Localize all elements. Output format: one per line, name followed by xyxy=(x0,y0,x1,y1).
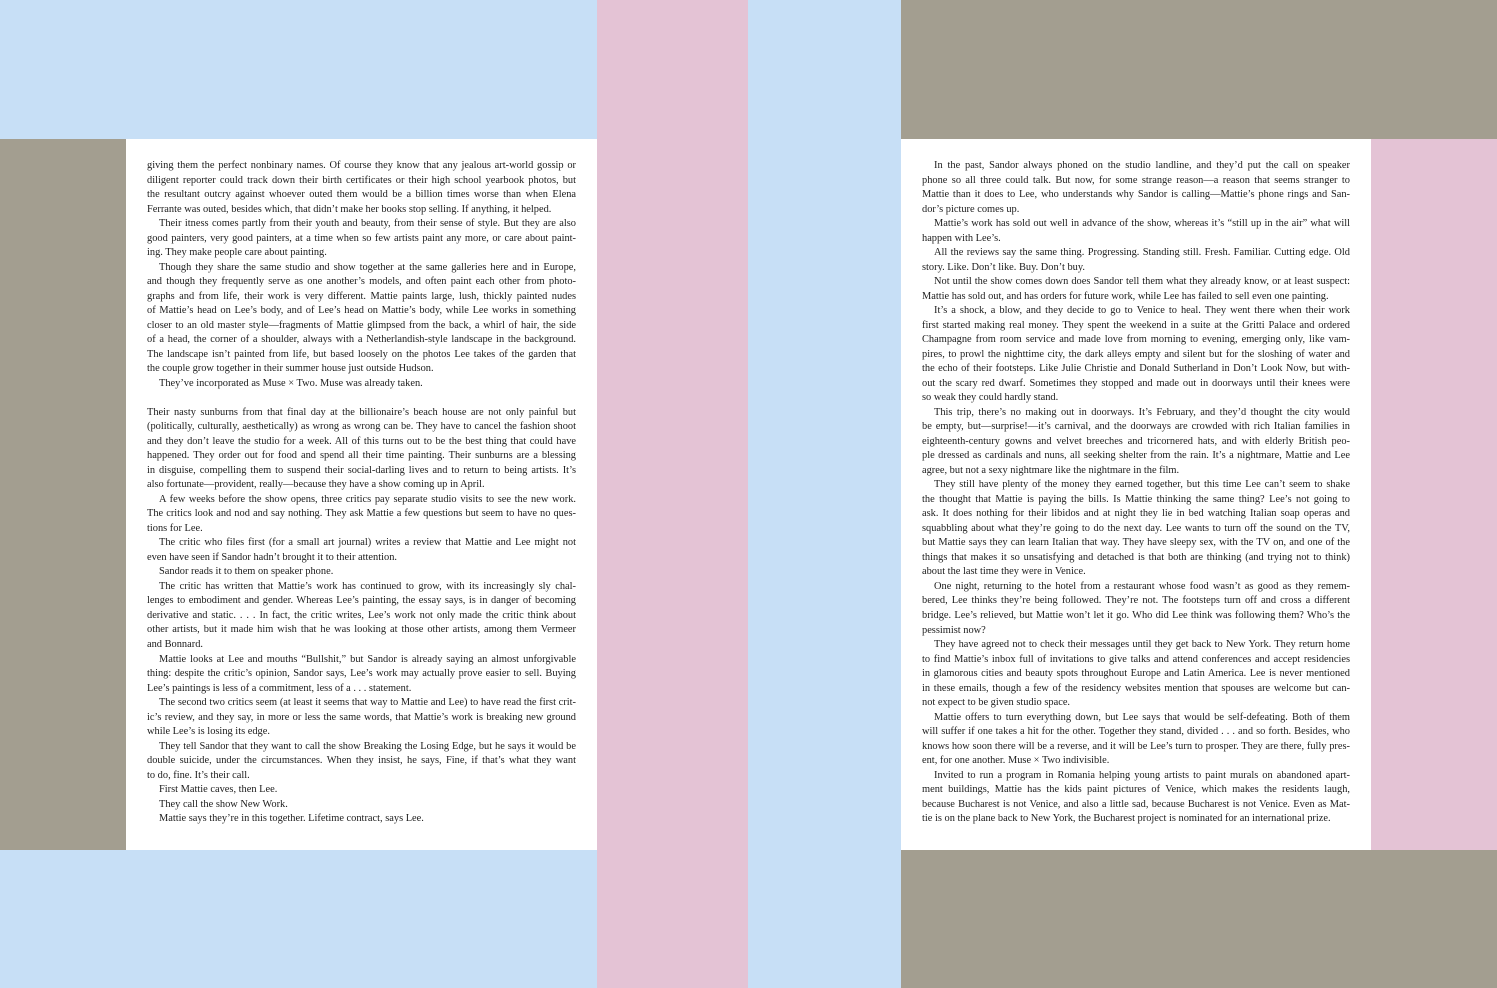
text-line: pires, to prowl the nighttime city, the dark alleys empty and silent but for the sloshing of water and xyxy=(922,348,1350,360)
text-line: story. Like. Don’t like. Buy. Don’t buy. xyxy=(922,261,1085,273)
pink-block-right xyxy=(1371,139,1497,850)
text-line: not expect to be given studio space. xyxy=(922,697,1071,709)
text-line: things that makes it so unsatisfying and detached is that both are thinking (and trying not to think) xyxy=(922,551,1350,563)
text-line: while Lee’s is losing its edge. xyxy=(147,726,270,738)
text-line: of a head, the corner of a shoulder, always with a Netherlandish-style landscape in the background. xyxy=(147,334,576,346)
text-line: in these emails, though a few of the residency websites mention that spouses are welcome but can- xyxy=(922,682,1350,694)
text-line: First Mattie caves, then Lee. xyxy=(159,784,278,796)
text-line: and Bonnard. xyxy=(147,639,203,650)
text-line: The landscape isn’t painted from life, but based loosely on the photos Lee takes of the garden that xyxy=(147,348,576,360)
text-line: Not until the show comes down does Sandor tell them what they already know, or at least suspect: xyxy=(934,276,1350,288)
text-line: phone so all three could talk. But now, for some strange reason—a reason that seems stranger to xyxy=(922,174,1350,186)
text-line: All the reviews say the same thing. Progressing. Standing still. Fresh. Familiar. Cutting edge. Old xyxy=(934,247,1350,259)
text-line: about the last time they were in Venice. xyxy=(922,566,1086,578)
text-line: first started making real money. They spent the weekend in a suite at the Gritti Palace and ordered xyxy=(922,319,1350,331)
text-line: knows how soon there will be a reverse, and it will be Lee’s turn to prosper. They are there, fully pres- xyxy=(922,740,1350,752)
text-line: tions for Lee. xyxy=(147,522,203,534)
text-line: derivative and static. . . . In fact, the critic writes, Lee’s work not only made the critic think about xyxy=(147,609,576,621)
taupe-block-left xyxy=(0,139,126,850)
text-line: bridge. Lee’s relieved, but Mattie won’t let it go. Who did Lee think was following them? Who’s the xyxy=(922,609,1350,621)
text-line: Mattie has sold out, and has orders for future work, while Lee has failed to sell even one painting. xyxy=(922,290,1329,302)
text-line: This trip, there’s no making out in doorways. It’s February, and they’d thought the city would xyxy=(934,406,1350,418)
text-line: ment buildings, Mattie has the kids paint pictures of Venice, which makes the residents laugh, xyxy=(922,784,1350,796)
text-line: eighteenth-century gowns and velvet breeches and tricornered hats, and with elderly British peo- xyxy=(922,435,1350,447)
text-line: It’s a shock, a blow, and they decide to go to Venice to heal. They went there when their work xyxy=(934,305,1350,317)
text-line: Their itness comes partly from their youth and beauty, from their sense of style. But they are also xyxy=(159,218,576,230)
text-line: The second two critics seem (at least it seems that way to Mattie and Lee) to have read the first crit- xyxy=(159,697,576,709)
text-line: bered, Lee thinks they’re being followed. They’re not. The footsteps turn off and cross a different xyxy=(922,595,1350,607)
text-line: but Mattie says they can learn Italian that way. They have sleepy sex, with the TV on, and one of the xyxy=(922,537,1350,549)
text-line: the resultant outcry against whoever outed them would be a billion times worse than when Elena xyxy=(147,189,576,201)
text-line: in disguise, compelling them to suspend their social-darling lives and to return to being artists. It’s xyxy=(147,464,576,476)
text-line: In the past, Sandor always phoned on the studio landline, and they’d put the call on speaker xyxy=(934,160,1350,171)
text-line: pessimist now? xyxy=(922,624,986,636)
text-line: The critic has written that Mattie’s work has continued to grow, with its increasingly sly chal- xyxy=(159,580,576,592)
text-line: Sandor reads it to them on speaker phone. xyxy=(159,566,334,578)
text-line: even have seen if Sandor hadn’t brought it to their attention. xyxy=(147,551,397,563)
text-line: ple dressed as cardinals and nuns, all seeking shelter from the rain. It’s a nightmare, Mattie and Lee xyxy=(922,450,1350,462)
text-line: Mattie offers to turn everything down, but Lee says that would be self-defeating. Both of them xyxy=(934,711,1350,723)
text-line: of Mattie’s head on Lee’s body, and of Lee’s head on Mattie’s body, while Lee works in something xyxy=(147,305,576,317)
text-line: thing: despite the critic’s opinion, Sandor says, Lee’s work may actually prove easier to sell. Buying xyxy=(147,668,576,680)
text-line: They call the show New Work. xyxy=(159,798,288,810)
text-line: Mattie says they’re in this together. Lifetime contract, says Lee. xyxy=(159,813,424,825)
text-line: the echo of their footsteps. Like Julie Christie and Donald Sutherland in Don’t Look Now, but with- xyxy=(922,363,1350,375)
right-page xyxy=(901,139,1371,850)
text-line: They tell Sandor that they want to call the show Breaking the Losing Edge, but he says it would be xyxy=(159,740,576,752)
text-line: also fortunate—provident, really—because they have a show coming up in April. xyxy=(147,479,485,491)
text-line: the couple grow together in their summer house just outside Hudson. xyxy=(147,363,434,375)
text-line: agree, but not a sexy nightmare like the nightmare in the film. xyxy=(922,464,1180,476)
text-line: Mattie looks at Lee and mouths “Bullshit,” but Sandor is already saying an almost unforgivable xyxy=(159,653,576,665)
text-line: Mattie’s work has sold out well in advance of the show, whereas it’s “still up in the air” what will xyxy=(934,218,1350,230)
text-line: happened. They order out for food and spend all their time painting. Their sunburns are a blessing xyxy=(147,450,576,462)
text-line: Their nasty sunburns from that final day at the billionaire’s beach house are not only painful but xyxy=(147,406,576,418)
text-line: ing. They make people care about painting. xyxy=(147,247,327,259)
text-line: because Bucharest is not Venice, and also a little sad, because Bucharest is not Venice. Even as Mat- xyxy=(922,798,1350,810)
taupe-block-top-right xyxy=(901,0,1497,139)
text-line: Champagne from room service and made love from morning to evening, emerging only, like vam- xyxy=(922,334,1350,346)
text-line: Mattie than it does to Lee, who understands why Sandor is calling—Mattie’s phone rings and San- xyxy=(922,189,1350,201)
text-line: closer to an old master style—fragments of Mattie glimpsed from the back, a whirl of hair, the side xyxy=(147,319,576,331)
text-line: diligent reporter could track down their birth certificates or their high school yearbook photos, but xyxy=(147,174,576,186)
text-line: They have agreed not to check their messages until they get back to New York. They return home xyxy=(934,639,1350,651)
text-line: out the scary red dwarf. Sometimes they stopped and made out in doorways until their knees were xyxy=(922,377,1350,389)
text-line: giving them the perfect nonbinary names. Of course they know that any jealous art-world gossip or xyxy=(147,160,576,171)
text-line: in glamorous cities and beauty spots throughout Europe and Latin America. Lee is never mentioned xyxy=(922,668,1350,680)
text-line: squabbling about what they’re going to do the next day. Lee wants to turn off the sound on the TV, xyxy=(922,522,1350,534)
text-line: and though they frequently serve as one another’s models, and often paint each other from photo- xyxy=(147,276,576,288)
text-line: the thought that Mattie is paying the bills. Is Mattie thinking the same thing? Lee’s not going to xyxy=(922,493,1350,505)
text-line: (politically, culturally, aesthetically) as wrong as wrong can be. They have to cancel the fashion shoot xyxy=(147,421,576,433)
text-line: Lee’s paintings is less of a commitment, less of a . . . statement. xyxy=(147,682,412,694)
text-line: be empty, but—surprise!—it’s carnival, and the doorways are crowded with rich Italian families in xyxy=(922,421,1350,433)
text-line: dor’s picture comes up. xyxy=(922,203,1020,215)
text-line: will suffer if one takes a hit for the other. Together they stand, divided . . . and so forth. Besides, who xyxy=(922,726,1350,738)
pink-stripe-center xyxy=(597,0,748,988)
left-page xyxy=(126,139,597,850)
text-line: to do, fine. It’s their call. xyxy=(147,769,250,781)
text-line: Though they share the same studio and show together at the same galleries here and in Europe, xyxy=(159,261,576,273)
text-line: other artists, but it made him wish that he was looking at those other artists, among them Vermeer xyxy=(147,624,576,636)
text-line: ent, for one another. Muse × Two indivisible. xyxy=(922,755,1110,767)
section-break xyxy=(147,391,576,406)
text-line: happen with Lee’s. xyxy=(922,232,1001,244)
text-line: The critic who files first (for a small art journal) writes a review that Mattie and Lee might not xyxy=(159,537,576,549)
text-line: Ferrante was outed, besides which, that didn’t make her books stop selling. If anything, it helped. xyxy=(147,203,552,215)
text-line: They’ve incorporated as Muse × Two. Muse was already taken. xyxy=(159,377,423,389)
text-line: ask. It does nothing for their libidos and at night they lie in bed watching Italian soap operas and xyxy=(922,508,1350,520)
text-line: so weak they could hardly stand. xyxy=(922,392,1059,404)
text-line: and they don’t leave the studio for a week. All of this turns out to be the best thing that could have xyxy=(147,435,576,447)
text-line: good painters, very good painters, at a time when so few artists paint any more, or care about paint- xyxy=(147,232,576,244)
text-line: double suicide, under the circumstances. When they insist, he says, Fine, if that’s what they want xyxy=(147,755,576,767)
text-line: The critics look and nod and say nothing. They ask Mattie a few questions but seem to have no ques- xyxy=(147,508,576,520)
text-line: lenges to embodiment and gender. Whereas Lee’s painting, the essay says, is in danger of becoming xyxy=(147,595,576,607)
text-line: tie is on the plane back to New York, the Bucharest project is nominated for an international prize. xyxy=(922,813,1331,825)
text-line: A few weeks before the show opens, three critics pay separate studio visits to see the new work. xyxy=(159,493,576,505)
taupe-block-bottom-right xyxy=(901,850,1497,988)
text-line: Invited to run a program in Romania helping young artists to paint murals on abandoned apart- xyxy=(934,769,1350,781)
text-line: graphs and from life, their work is very different. Mattie paints large, lush, thickly painted nudes xyxy=(147,290,576,302)
text-line: One night, returning to the hotel from a restaurant whose food wasn’t as good as they remem- xyxy=(934,580,1350,592)
text-line: ic’s review, and they say, in more or less the same words, that Mattie’s work is breaking new ground xyxy=(147,711,576,723)
text-line: to find Mattie’s inbox full of invitations to give talks and attend conferences and accept residencies xyxy=(922,653,1350,665)
text-line: They still have plenty of the money they earned together, but this time Lee can’t seem to shake xyxy=(934,479,1350,491)
